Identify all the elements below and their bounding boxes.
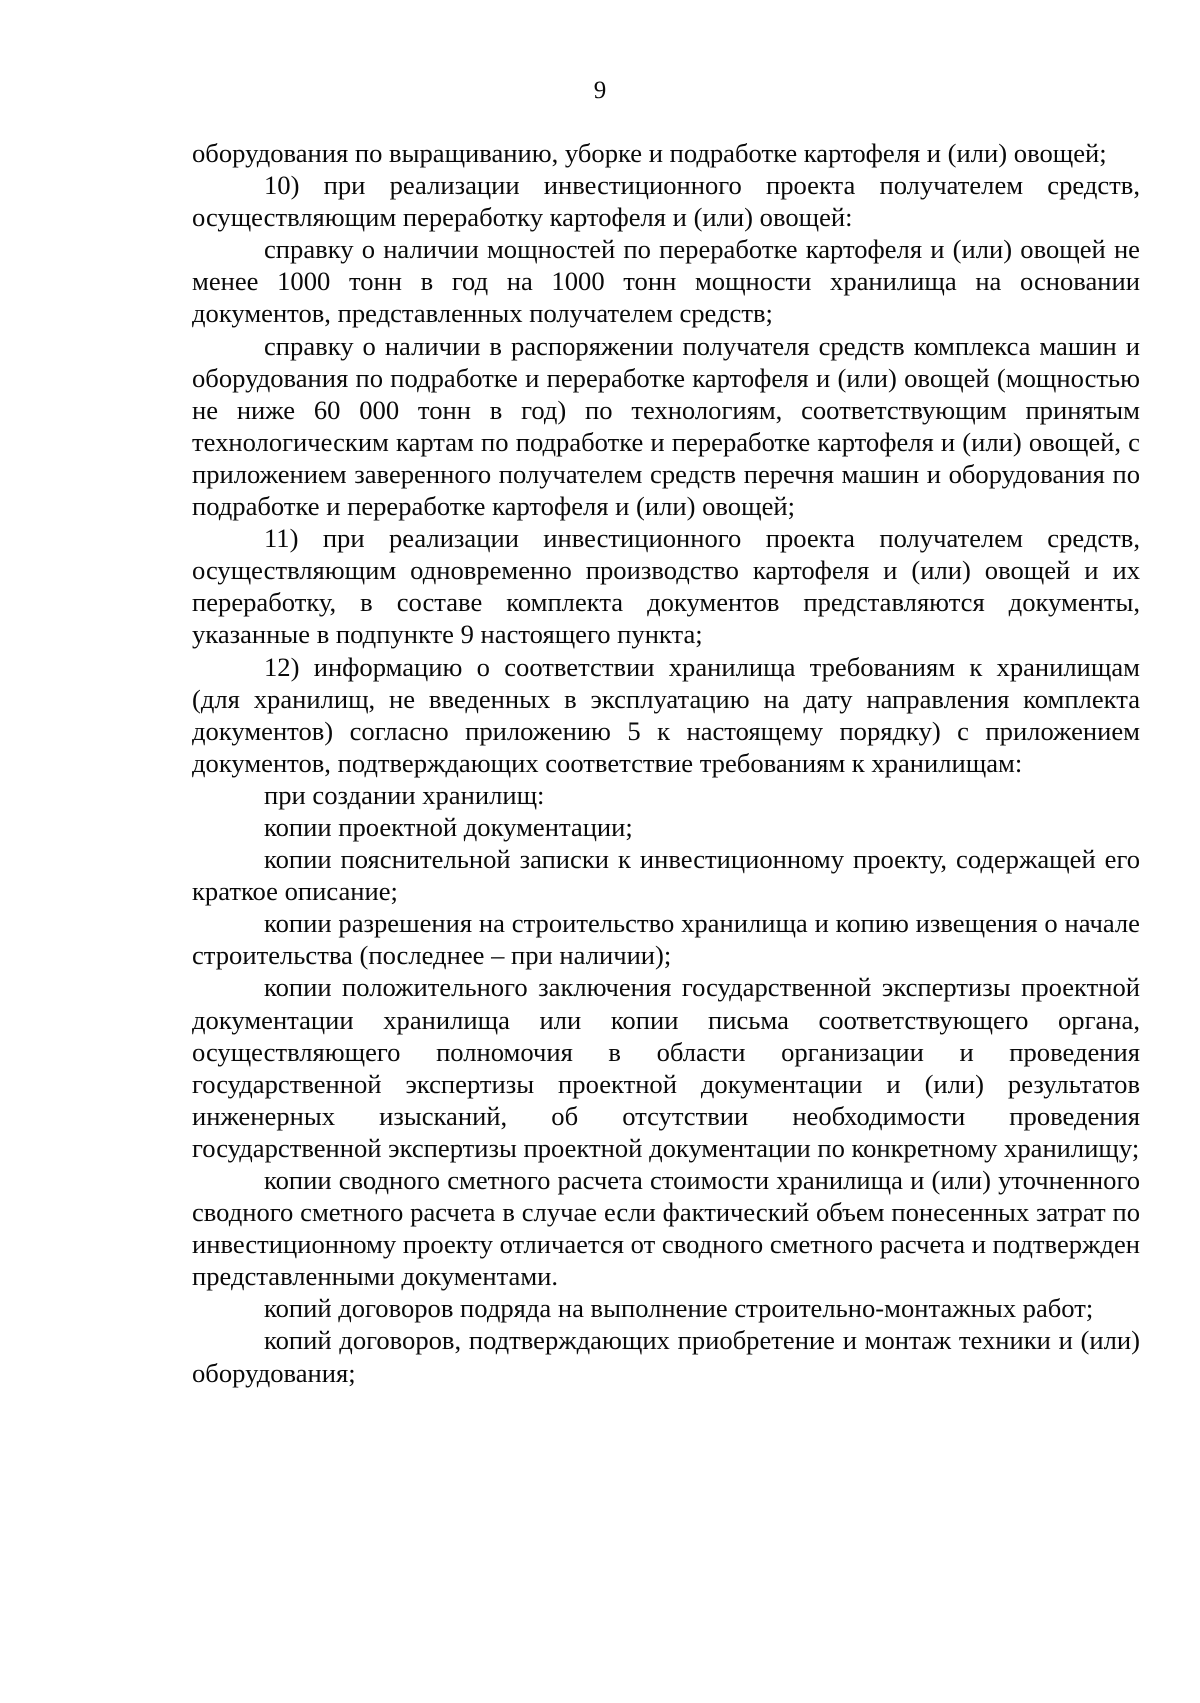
paragraph-item-11: 11) при реализации инвестиционного проекта получателем средств, осуществляющим одновременно производство картофеля и (или) овощей и их переработку, в составе комплекта документов представляются документы, указанные в подпункте 9 настоящего пункта; <box>192 523 1140 650</box>
paragraph-item-10: 10) при реализации инвестиционного проекта получателем средств, осуществляющим переработку картофеля и (или) овощей: <box>192 170 1140 233</box>
document-body <box>192 137 1140 1389</box>
paragraph-building-permit: копии разрешения на строительство хранилища и копию извещения о начале строительства (последнее – при наличии); <box>192 908 1140 971</box>
paragraph-cost-estimate: копии сводного сметного расчета стоимости хранилища и (или) уточненного сводного сметного расчета в случае если фактический объем понесенных затрат по инвестиционному проекту отличается от сводного сметного расчета и подтвержден представленными документами. <box>192 1165 1140 1292</box>
page-number: 9 <box>593 77 607 104</box>
paragraph-storage-creation: при создании хранилищ: <box>264 779 545 810</box>
paragraph-item-12: 12) информацию о соответствии хранилища требованиям к хранилищам (для хранилищ, не введенных в эксплуатацию на дату направления комплекта документов) согласно приложению 5 к настоящему порядку) с приложением документов, подтверждающих соответствие требованиям к хранилищам: <box>192 651 1140 778</box>
paragraph-machinery-certificate: справку о наличии в распоряжении получателя средств комплекса машин и оборудования по подработке и переработке картофеля и (или) овощей (мощностью не ниже 60 000 тонн в год) по технологиям, соответствующим принятым технологическим картам по подработке и переработке картофеля и (или) овощей, с приложением заверенного получателем средств перечня машин и оборудования по подработке и переработке картофеля и (или) овощей; <box>192 330 1140 522</box>
paragraph-project-docs: копии проектной документации; <box>264 811 633 842</box>
paragraph-equipment-contracts: копий договоров, подтверждающих приобретение и монтаж техники и (или) оборудования; <box>192 1325 1140 1388</box>
paragraph-capacity-certificate: справку о наличии мощностей по переработке картофеля и (или) овощей не менее 1000 тонн в год на 1000 тонн мощности хранилища на основании документов, представленных получателем средств; <box>192 234 1140 329</box>
paragraph-construction-contracts: копий договоров подряда на выполнение строительно-монтажных работ; <box>264 1293 1094 1324</box>
paragraph-state-expertise: копии положительного заключения государственной экспертизы проектной документации хранилища или копии письма соответствующего органа, осуществляющего полномочия в области организации и проведения государственной экспертизы проектной документации и (или) результатов инженерных изысканий, об отсутствии необходимости проведения государственной экспертизы проектной документации по конкретному хранилищу; <box>192 972 1140 1163</box>
paragraph-explanatory-note: копии пояснительной записки к инвестиционному проекту, содержащей его краткое описание; <box>192 844 1140 907</box>
paragraph-continuation: оборудования по выращиванию, уборке и подработке картофеля и (или) овощей; <box>192 138 1107 168</box>
